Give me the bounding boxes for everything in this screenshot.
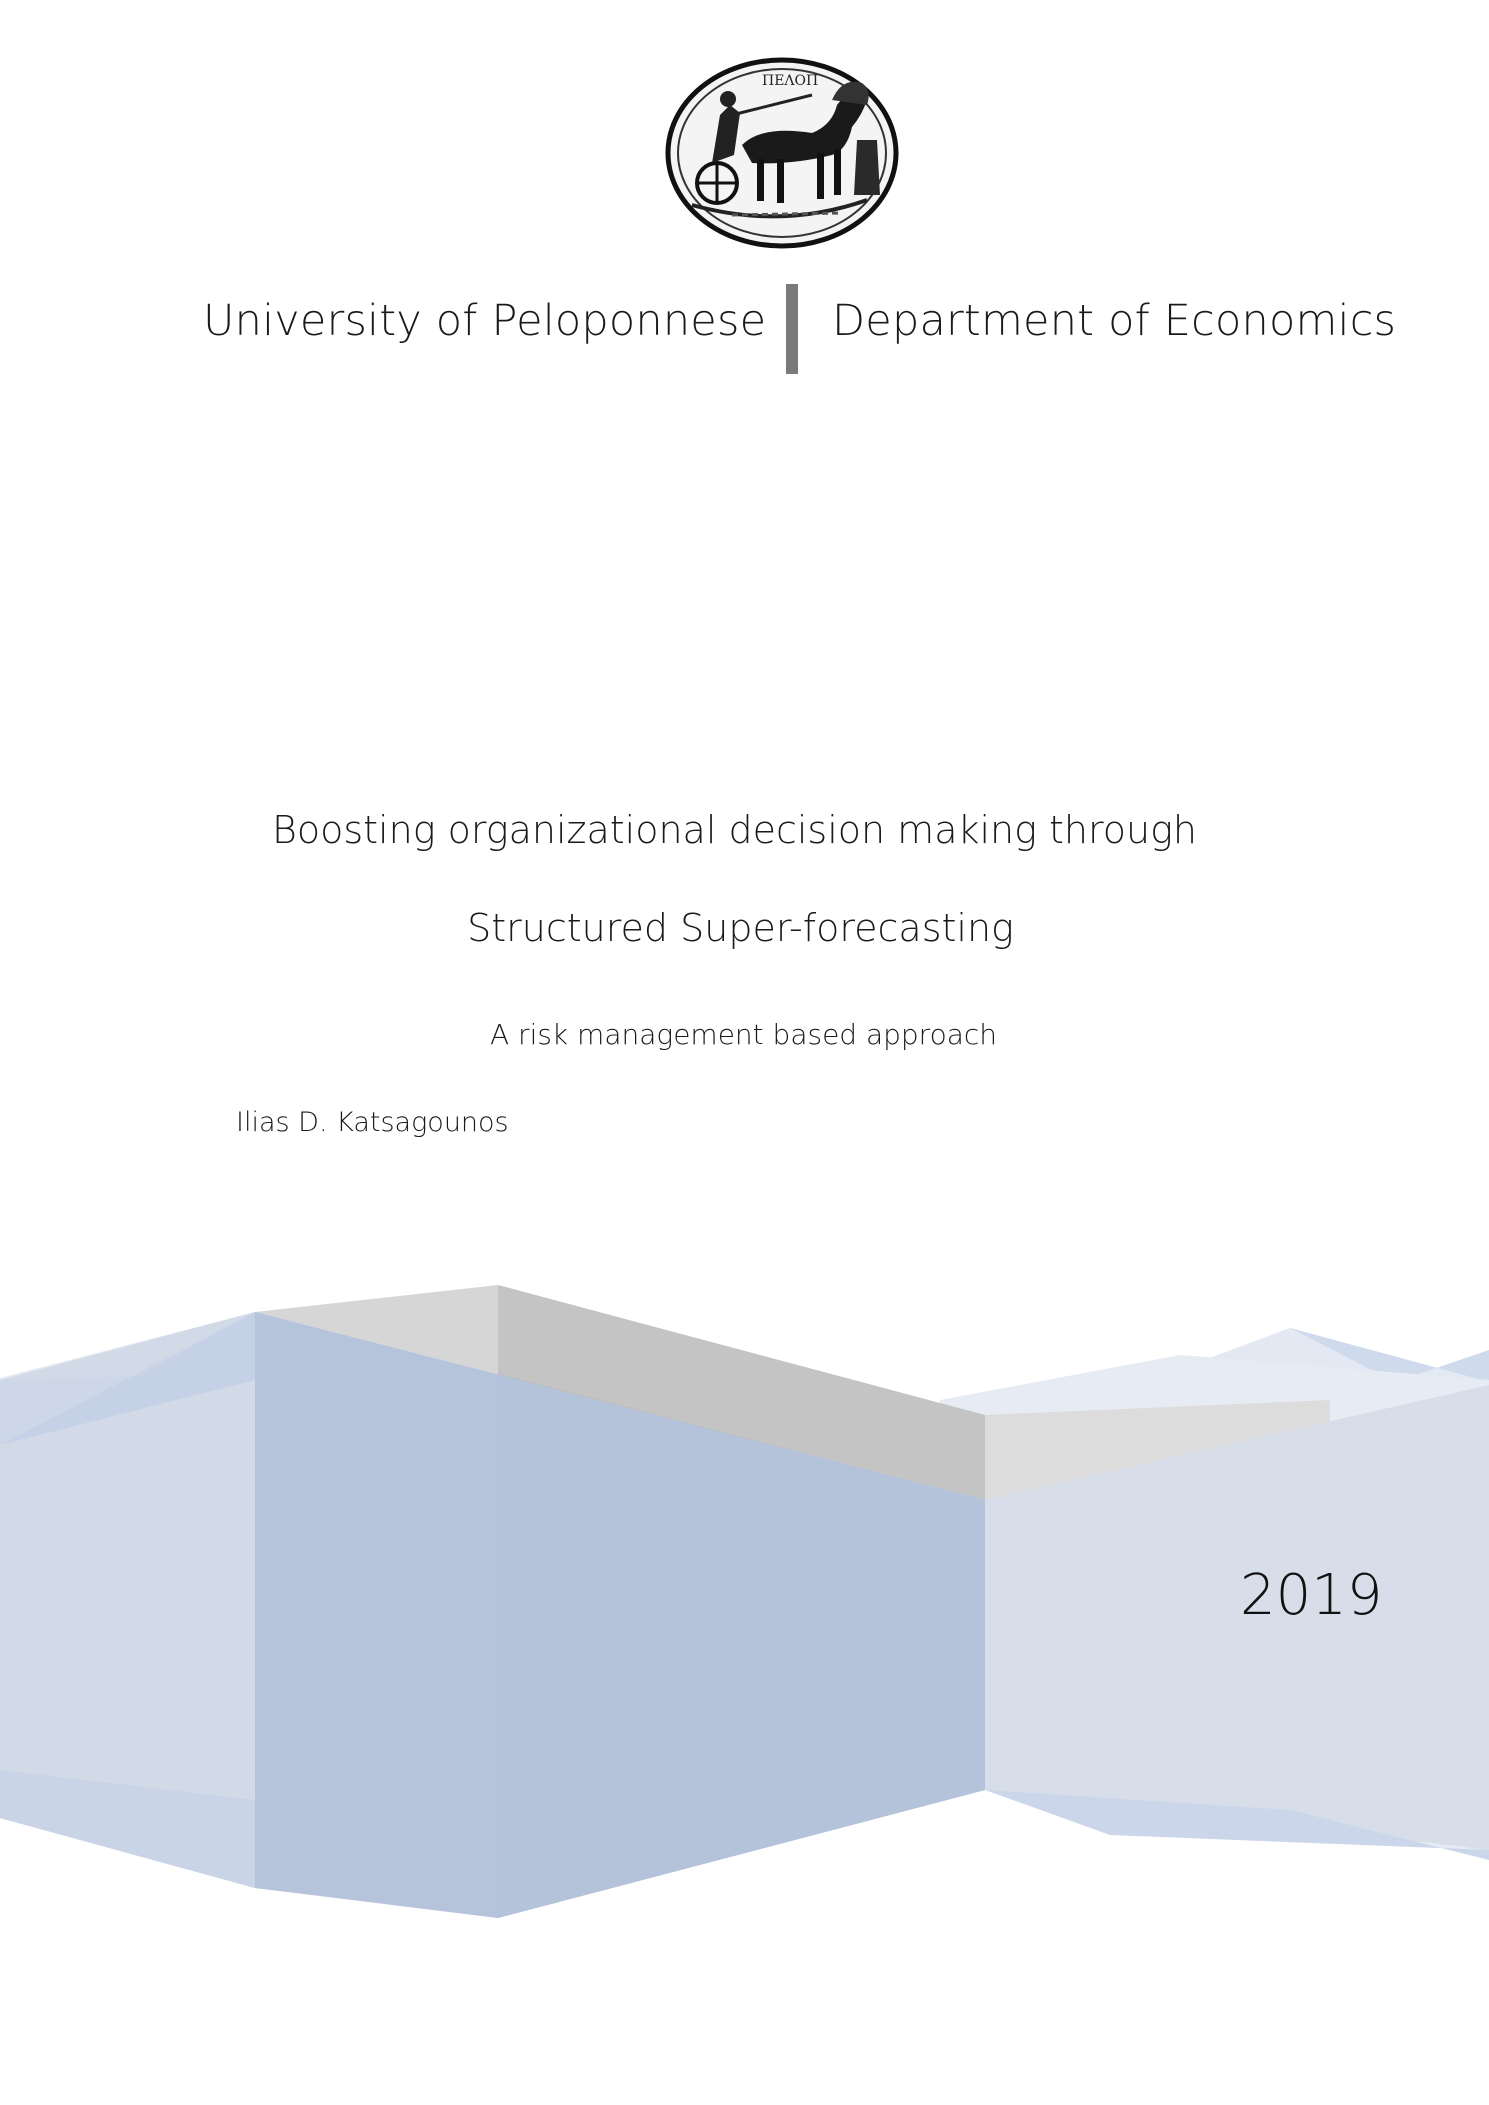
title-line-2-text: Structured Super-forecasting xyxy=(467,906,1014,950)
title-line-1-text: Boosting organizational decision making through xyxy=(271,808,1198,852)
subtitle xyxy=(0,1018,1489,1051)
university-name: University of Peloponnese xyxy=(203,296,767,346)
title-line-1 xyxy=(0,808,1489,852)
header-divider xyxy=(786,284,798,374)
title-line-2 xyxy=(0,906,1489,950)
author-name: Ilias D. Katsagounos xyxy=(236,1107,509,1138)
subtitle-text: A risk management based approach xyxy=(490,1018,997,1051)
svg-text:ΠΕΛΟΠ: ΠΕΛΟΠ xyxy=(762,73,819,89)
university-seal-logo xyxy=(662,55,902,251)
publication-year: 2019 xyxy=(1240,1563,1383,1628)
department-name: Department of Economics xyxy=(832,296,1397,346)
